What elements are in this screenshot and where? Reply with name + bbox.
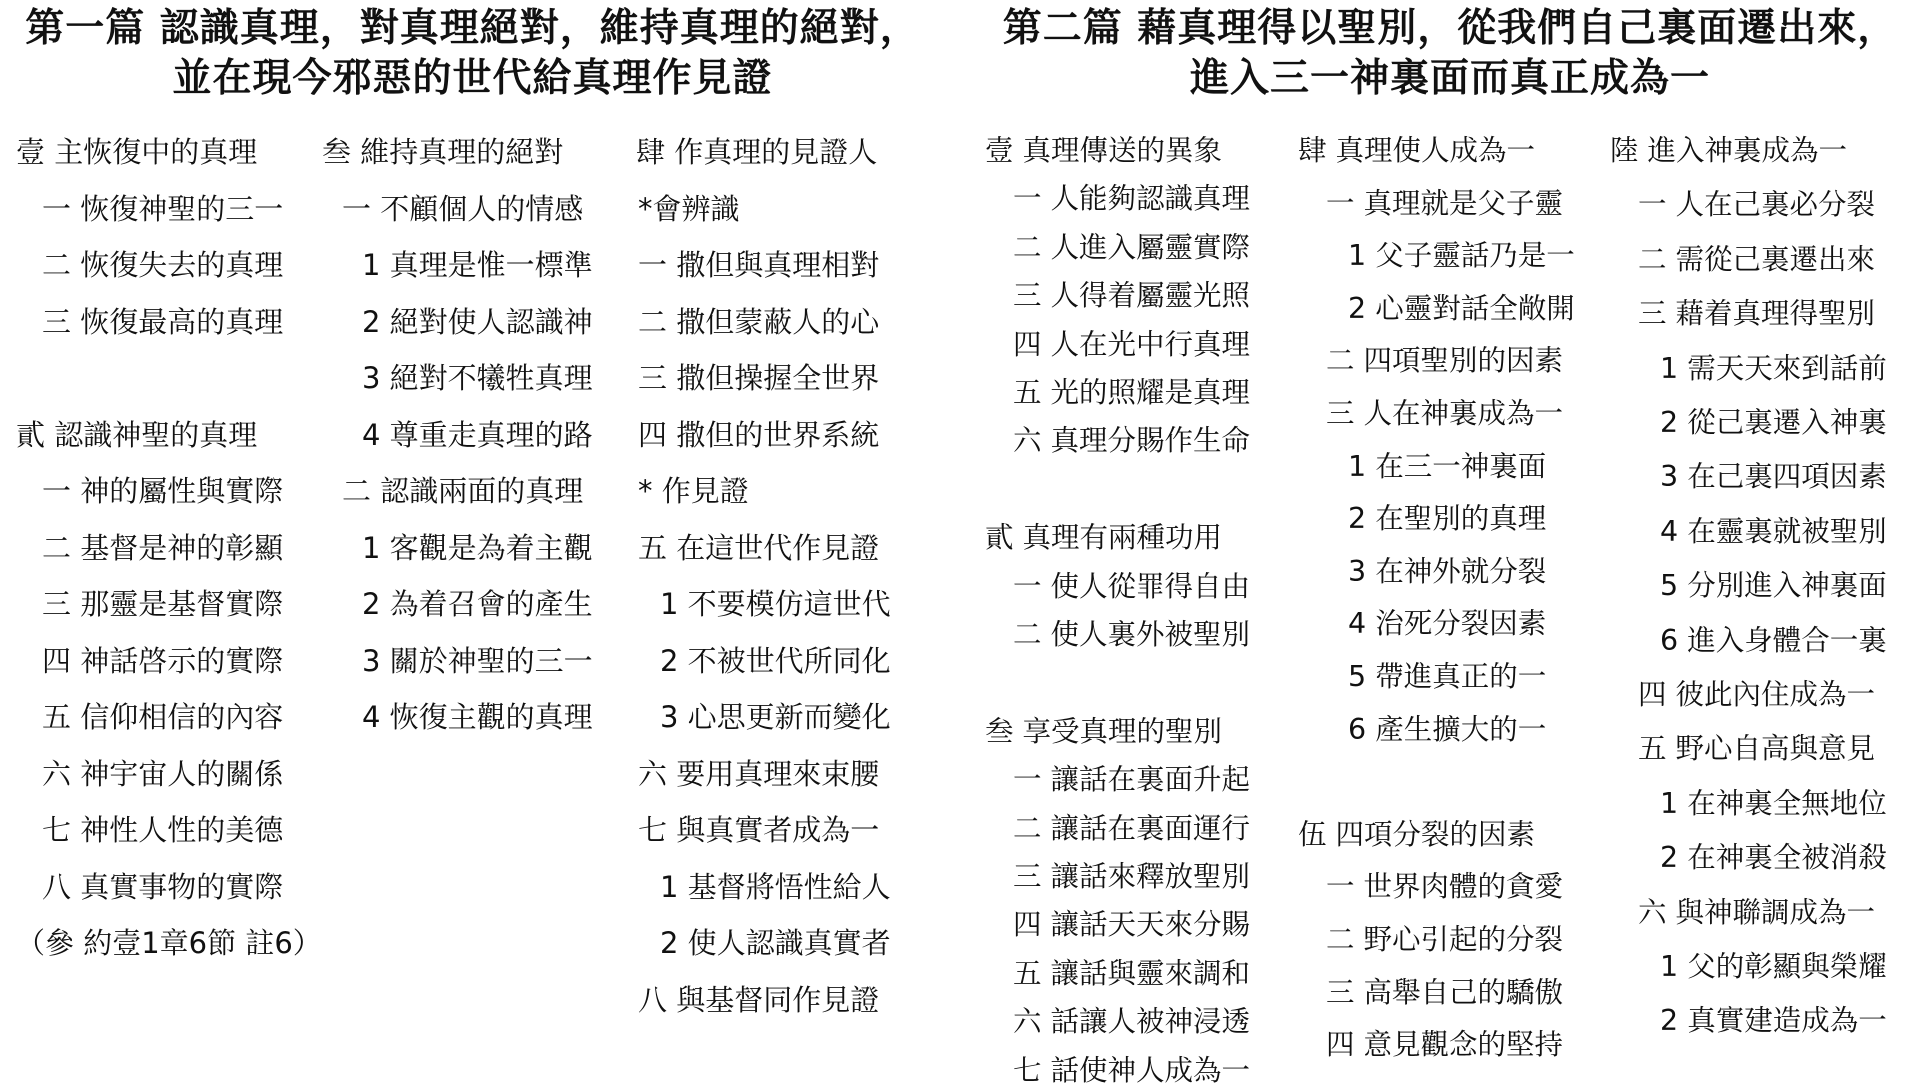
outline-item: 3 心思更新而變化 xyxy=(660,700,891,734)
outline-item: 4 恢復主觀的真理 xyxy=(362,700,593,734)
outline-item: 4 治死分裂因素 xyxy=(1348,607,1547,641)
outline-heading: 貳 真理有兩種功用 xyxy=(985,521,1223,555)
outline-item: 四 彼此內住成為一 xyxy=(1638,678,1876,711)
outline-item: 五 讓話與靈來調和 xyxy=(1013,956,1251,990)
outline-item: 四 讓話天天來分賜 xyxy=(1013,908,1251,942)
outline-item: 3 在神外就分裂 xyxy=(1348,554,1547,588)
outline-heading: 叁 享受真理的聖別 xyxy=(985,714,1223,748)
outline-heading: 肆 作真理的見證人 xyxy=(636,135,878,169)
outline-item: 4 尊重走真理的路 xyxy=(362,417,593,452)
outline-heading: 壹 主恢復中的真理 xyxy=(16,135,258,169)
outline-item: 四 人在光中行真理 xyxy=(1013,327,1251,361)
outline-item: 1 在神裏全無地位 xyxy=(1660,786,1887,820)
outline-item: 2 使人認識真實者 xyxy=(660,926,891,960)
outline-item: 二 恢復失去的真理 xyxy=(42,248,284,282)
outline-heading: 壹 真理傳送的異象 xyxy=(985,134,1223,167)
outline-item: 二 需從己裏遷出來 xyxy=(1638,242,1876,276)
part2-title xyxy=(980,4,1920,104)
outline-item: 一 真理就是父子靈 xyxy=(1326,186,1564,220)
outline-item: 1 父子靈話乃是一 xyxy=(1348,239,1575,273)
outline-item: 4 在靈裏就被聖別 xyxy=(1660,514,1887,548)
outline-item: 一 神的屬性與實際 xyxy=(42,474,284,508)
outline-heading: 貳 認識神聖的真理 xyxy=(16,417,258,452)
outline-item: 七 神性人性的美德 xyxy=(42,813,284,847)
outline-item: 3 絕對不犧牲真理 xyxy=(362,361,593,395)
outline-item: 二 讓話在裏面運行 xyxy=(1013,811,1251,845)
outline-item: 一 撒但與真理相對 xyxy=(638,248,880,282)
outline-heading: 伍 四項分裂的因素 xyxy=(1298,817,1536,851)
outline-item: 六 要用真理來束腰 xyxy=(638,756,880,791)
outline-item: 一 人在己裏必分裂 xyxy=(1638,188,1876,222)
outline-item: 三 撒但操握全世界 xyxy=(638,361,880,395)
outline-item: 1 不要模仿這世代 xyxy=(660,587,891,621)
outline-item: 四 意見觀念的堅持 xyxy=(1326,1028,1564,1062)
outline-item: 五 在這世代作見證 xyxy=(638,530,880,565)
outline-item: 3 在己裏四項因素 xyxy=(1660,460,1887,494)
outline-item: 一 恢復神聖的三一 xyxy=(42,191,284,226)
outline-item: * 作見證 xyxy=(638,474,749,508)
outline-item: 一 不顧個人的情感 xyxy=(342,191,584,226)
outline-item: 三 讓話來釋放聖別 xyxy=(1013,860,1251,893)
outline-heading: 肆 真理使人成為一 xyxy=(1298,134,1536,167)
outline-item: 2 為着召會的產生 xyxy=(362,587,593,621)
outline-item: 八 與基督同作見證 xyxy=(638,982,880,1017)
outline-item: 六 神宇宙人的關係 xyxy=(42,756,284,791)
outline-item: 二 基督是神的彰顯 xyxy=(42,530,284,565)
outline-item: 1 在三一神裏面 xyxy=(1348,449,1547,483)
outline-item: 四 神話啓示的實際 xyxy=(42,643,284,678)
part2-title-line-2: 進入三一神裏面而真正成為一 xyxy=(1189,56,1710,101)
outline-item: 2 從己裏遷入神裏 xyxy=(1660,406,1887,439)
outline-item: 三 高舉自己的驕傲 xyxy=(1326,975,1564,1009)
outline-item: 5 帶進真正的一 xyxy=(1348,660,1547,693)
outline-item: 七 話使神人成為一 xyxy=(1013,1053,1251,1087)
outline-item: 1 需天天來到話前 xyxy=(1660,351,1887,385)
outline-item: 1 客觀是為着主觀 xyxy=(362,530,593,565)
outline-item: *會辨識 xyxy=(638,191,740,226)
outline-item: 一 使人從罪得自由 xyxy=(1013,569,1251,603)
outline-item: 五 信仰相信的內容 xyxy=(42,700,284,734)
outline-item: 五 光的照耀是真理 xyxy=(1013,376,1251,409)
outline-item: 3 關於神聖的三一 xyxy=(362,643,593,678)
outline-item: 三 人得着屬靈光照 xyxy=(1013,279,1251,313)
outline-item: 二 人進入屬靈實際 xyxy=(1013,230,1251,264)
outline-item: 2 在聖別的真理 xyxy=(1348,502,1547,536)
part1-title-line-2: 並在現今邪惡的世代給真理作見證 xyxy=(172,56,773,101)
outline-item: 六 與神聯調成為一 xyxy=(1638,895,1876,929)
outline-item: 三 人在神裏成為一 xyxy=(1326,397,1564,430)
outline-item: 2 在神裏全被消殺 xyxy=(1660,841,1887,875)
outline-item: 五 野心自高與意見 xyxy=(1638,732,1876,766)
part1-title-line-1: 第一篇 認識真理，對真理絕對，維持真理的絕對， xyxy=(25,6,920,51)
outline-item: 四 撒但的世界系統 xyxy=(638,417,880,452)
outline-item: 六 話讓人被神浸透 xyxy=(1013,1005,1251,1039)
outline-item: 一 讓話在裏面升起 xyxy=(1013,763,1251,797)
outline-item: 1 基督將悟性給人 xyxy=(660,869,891,904)
outline-item: 2 絕對使人認識神 xyxy=(362,304,593,339)
outline-item: 一 世界肉體的貪愛 xyxy=(1326,870,1564,904)
outline-item: 二 野心引起的分裂 xyxy=(1326,923,1564,956)
outline-item: 1 真理是惟一標準 xyxy=(362,248,593,282)
outline-item: 六 真理分賜作生命 xyxy=(1013,424,1251,458)
outline-item: 2 真實建造成為一 xyxy=(1660,1004,1887,1038)
outline-item: 5 分別進入神裏面 xyxy=(1660,569,1887,603)
outline-item: 2 不被世代所同化 xyxy=(660,643,891,678)
outline-item: 三 藉着真理得聖別 xyxy=(1638,297,1876,331)
outline-item: 一 人能夠認識真理 xyxy=(1013,182,1251,216)
outline-heading: 叁 維持真理的絕對 xyxy=(322,135,564,169)
outline-item: 二 認識兩面的真理 xyxy=(342,474,584,508)
outline-item: 2 心靈對話全敞開 xyxy=(1348,291,1575,325)
part1-title xyxy=(0,4,945,104)
outline-heading: （參 約壹1章6節 註6） xyxy=(16,926,322,960)
outline-item: 三 那靈是基督實際 xyxy=(42,587,284,621)
outline-item: 6 進入身體合一裏 xyxy=(1660,623,1887,657)
outline-item: 二 使人裏外被聖別 xyxy=(1013,618,1251,651)
outline-item: 1 父的彰顯與榮耀 xyxy=(1660,950,1887,983)
outline-heading: 陸 進入神裏成為一 xyxy=(1610,134,1848,167)
outline-item: 二 四項聖別的因素 xyxy=(1326,344,1564,378)
outline-item: 七 與真實者成為一 xyxy=(638,813,880,847)
outline-item: 二 撒但蒙蔽人的心 xyxy=(638,304,880,339)
outline-item: 三 恢復最高的真理 xyxy=(42,304,284,339)
outline-item: 6 產生擴大的一 xyxy=(1348,712,1547,746)
outline-item: 八 真實事物的實際 xyxy=(42,869,284,904)
part2-title-line-1: 第二篇 藉真理得以聖別，從我們自己裏面遷出來， xyxy=(1002,6,1898,51)
